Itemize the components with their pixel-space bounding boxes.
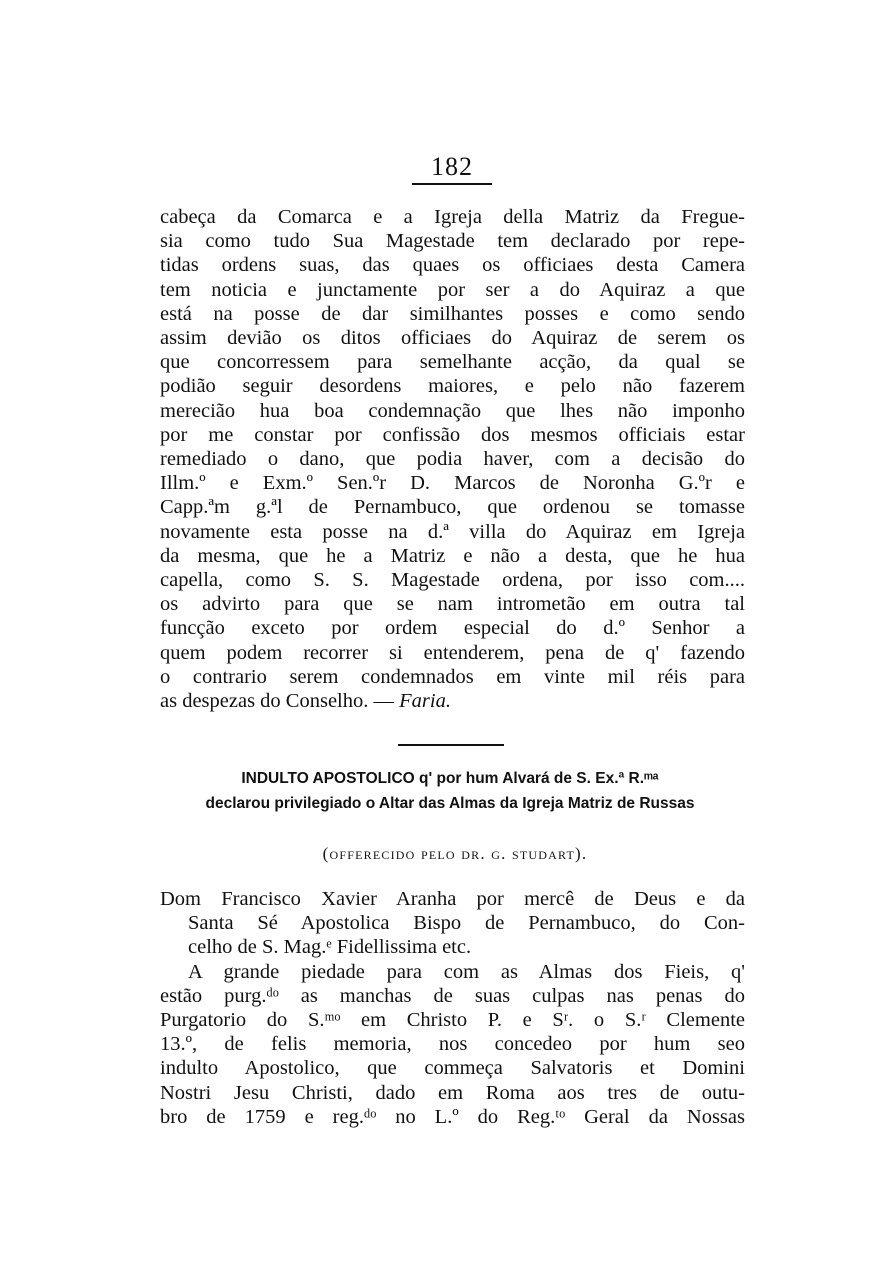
text-line: está na posse de dar similhantes posses e como sendo bbox=[160, 302, 745, 325]
text-line: Dom Francisco Xavier Aranha por mercê de Deus e da bbox=[160, 888, 745, 910]
text-line: Santa Sé Apostolica Bispo de Pernambuco, do Con- bbox=[188, 912, 745, 935]
signature: Faria. bbox=[399, 690, 451, 713]
page-number: 182 bbox=[431, 152, 473, 181]
closing-text: as despezas do Conselho. — bbox=[160, 690, 394, 713]
text-line-last bbox=[160, 689, 745, 713]
text-line: tem noticia e junctamente por ser a do Aquiraz a que bbox=[160, 278, 745, 301]
text-line: que concorressem para semelhante acção, da qual se bbox=[160, 351, 745, 374]
text-line: Nostri Jesu Christi, dado em Roma aos tres de outu- bbox=[160, 1081, 745, 1104]
text-line: funcção exceto por ordem especial do d.º Senhor a bbox=[160, 617, 745, 640]
text-line: tidas ordens suas, das quaes os officiaes desta Camera bbox=[160, 254, 745, 277]
text-line: Capp.ªm g.ªl de Pernambuco, que ordenou se tomasse bbox=[160, 496, 745, 519]
text-line: podião seguir desordens maiores, e pelo não fazerem bbox=[160, 375, 745, 398]
text-line: merecião hua boa condemnação que lhes não imponho bbox=[160, 399, 745, 422]
text-line: Illm.º e Exm.º Sen.ºr D. Marcos de Noronha G.ºr e bbox=[160, 472, 745, 495]
heading-line: declarou privilegiado o Altar das Almas da Igreja Matriz de Russas bbox=[205, 795, 695, 812]
text-line: assim devião os ditos officiaes do Aquiraz de serem os bbox=[160, 327, 745, 350]
text-line: o contrario serem condemnados em vinte mil réis para bbox=[160, 665, 745, 688]
text-line: os advirto para que se nam intrometão em outra tal bbox=[160, 593, 745, 616]
bottom-paragraph bbox=[160, 887, 745, 1129]
text-line: Purgatorio do S.ᵐᵒ em Christo P. e Sʳ. o S.ʳ Clemente bbox=[160, 1009, 745, 1032]
section-heading bbox=[150, 766, 750, 816]
text-line: quem podem recorrer si entenderem, pena de q' fazendo bbox=[160, 641, 745, 664]
text-line: novamente esta posse na d.ª villa do Aquiraz em Igreja bbox=[160, 520, 745, 543]
text-line: cabeça da Comarca e a Igreja della Matriz da Fregue- bbox=[160, 206, 745, 228]
heading-line: INDULTO APOSTOLICO q' por hum Alvará de S. Ex.ª R.ᵐᵃ bbox=[241, 770, 659, 787]
text-line: 13.º, de felis memoria, nos concedeo por hum seo bbox=[160, 1033, 745, 1056]
offered-by: (offerecido pelo dr. g. studart). bbox=[322, 844, 588, 863]
text-line: bro de 1759 e reg.ᵈᵒ no L.º do Reg.ᵗᵒ Geral da Nossas bbox=[160, 1105, 745, 1128]
text-line: sia como tudo Sua Magestade tem declarado por repe- bbox=[160, 230, 745, 253]
section-divider bbox=[398, 744, 504, 746]
text-line: indulto Apostolico, que commeça Salvatoris et Domini bbox=[160, 1057, 745, 1080]
text-line: A grande piedade para com as Almas dos Fieis, q' bbox=[188, 960, 745, 983]
top-paragraph bbox=[160, 205, 745, 713]
text-line: remediado o dano, que podia haver, com a decisão do bbox=[160, 448, 745, 471]
text-line: estão purg.ᵈᵒ as manchas de suas culpas nas penas do bbox=[160, 984, 745, 1007]
page-number-rule bbox=[412, 183, 492, 185]
text-line: celho de S. Mag.ᵉ Fidellissima etc. bbox=[188, 936, 472, 959]
text-line: da mesma, que he a Matriz e não a desta, que he hua bbox=[160, 544, 745, 567]
text-line: capella, como S. S. Magestade ordena, por isso com.... bbox=[160, 569, 745, 592]
text-line: por me constar por confissão dos mesmos officiais estar bbox=[160, 423, 745, 446]
